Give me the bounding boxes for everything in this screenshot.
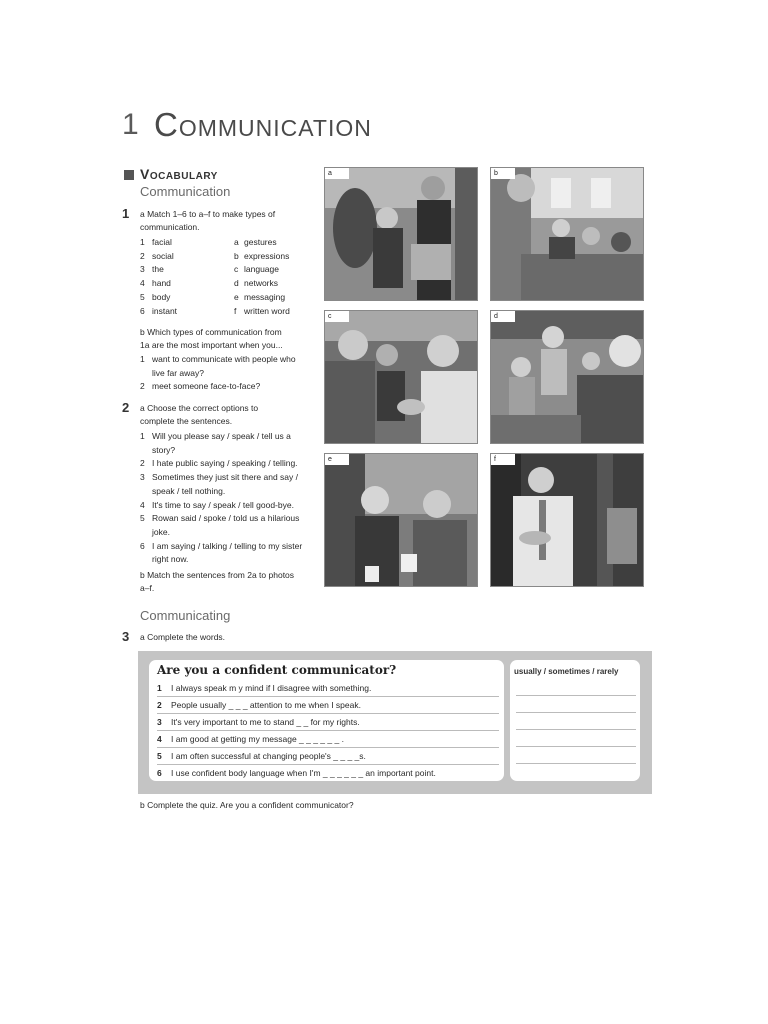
quiz-item: 2 People usually _ _ _ attention to me when I speak. xyxy=(157,697,499,714)
quiz-item: 4 I am good at getting my message _ _ _ _ _ _ . xyxy=(157,731,499,748)
photo-label: d xyxy=(491,311,515,322)
exercise-2-number: 2 xyxy=(122,400,130,415)
list-item: d networks xyxy=(234,278,279,289)
answer-line-1[interactable] xyxy=(516,695,636,696)
exercise-1b-line-2: 1a are the most important when you... xyxy=(140,340,283,350)
list-item: 2 meet someone face-to-face? xyxy=(140,381,261,392)
unit-title: Communication xyxy=(154,106,372,143)
quiz-title: Are you a confident communicator? xyxy=(157,663,397,677)
exercise-3a-instruction: a Complete the words. xyxy=(140,632,226,642)
list-item: 2 I hate public saying / speaking / telling. xyxy=(140,458,298,469)
unit-number: 1 xyxy=(122,108,139,141)
photo-label: f xyxy=(491,454,515,465)
list-item: 1 want to communicate with people who live far away? xyxy=(140,354,296,378)
exercise-3b-instruction: b Complete the quiz. Are you a confident communicator? xyxy=(140,800,354,810)
list-item: e messaging xyxy=(234,291,286,302)
list-item: a gestures xyxy=(234,237,277,247)
photo-d xyxy=(490,310,644,444)
photo-b xyxy=(490,167,644,301)
exercise-1b-line-1: b Which types of communication from xyxy=(140,327,282,337)
ex2-list xyxy=(140,430,308,567)
section-square-icon xyxy=(124,170,134,180)
ex1b-list xyxy=(140,353,305,394)
list-item: 2 social xyxy=(140,250,174,261)
exercise-1-number: 1 xyxy=(122,206,130,221)
list-item: 4 hand xyxy=(140,278,171,289)
list-item: 5 Rowan said / spoke / told us a hilarious joke. xyxy=(140,513,300,537)
list-item: f written word xyxy=(234,305,290,316)
list-item: c language xyxy=(234,264,279,275)
ex1-right-list xyxy=(234,236,319,318)
answer-line-4[interactable] xyxy=(516,746,636,747)
photo-label: c xyxy=(325,311,349,322)
list-item: 6 instant xyxy=(140,305,178,316)
subheading-communication: Communication xyxy=(140,184,231,199)
photo-c xyxy=(324,310,478,444)
list-item: b expressions xyxy=(234,250,290,261)
list-item: 4 It's time to say / speak / tell good-bye. xyxy=(140,499,294,510)
list-item: 5 body xyxy=(140,291,171,302)
answer-column-header: usually / sometimes / rarely xyxy=(514,667,619,676)
exercise-3-number: 3 xyxy=(122,629,130,644)
ex1-left-list xyxy=(140,236,235,318)
exercise-1a-instruction: a Match 1–6 to a–f to make types of communication. xyxy=(140,209,276,232)
photo-label: e xyxy=(325,454,349,465)
exercise-2b-instruction: b Match the sentences from 2a to photos a–f. xyxy=(140,570,295,593)
list-item: 6 I am saying / talking / telling to my sister right now. xyxy=(140,540,303,565)
quiz-item: 5 I am often successful at changing people's _ _ _ _s. xyxy=(157,748,499,765)
list-item: 1 Will you please say / speak / tell us a story? xyxy=(140,431,291,455)
subheading-communicating: Communicating xyxy=(140,608,231,623)
photo-e xyxy=(324,453,478,587)
list-item: 3 Sometimes they just sit there and say / speak / tell nothing. xyxy=(140,472,298,496)
photo-f xyxy=(490,453,644,587)
photo-label: a xyxy=(325,168,349,179)
quiz-item: 3 It's very important to me to stand _ _ for my rights. xyxy=(157,714,499,731)
photo-label: b xyxy=(491,168,515,179)
exercise-2a-instruction: a Choose the correct options to complete the sentences. xyxy=(140,403,259,426)
photo-a xyxy=(324,167,478,301)
quiz-item: 6 I use confident body language when I'm _ _ _ _ _ _ an important point. xyxy=(157,768,436,778)
list-item: 3 the xyxy=(140,264,164,275)
answer-line-5[interactable] xyxy=(516,763,636,764)
answer-line-3[interactable] xyxy=(516,729,636,730)
section-heading: Vocabulary xyxy=(140,166,218,182)
answer-line-2[interactable] xyxy=(516,712,636,713)
list-item: 1 facial xyxy=(140,237,172,247)
quiz-item: 1 I always speak m y mind if I disagree with something. xyxy=(157,680,499,697)
